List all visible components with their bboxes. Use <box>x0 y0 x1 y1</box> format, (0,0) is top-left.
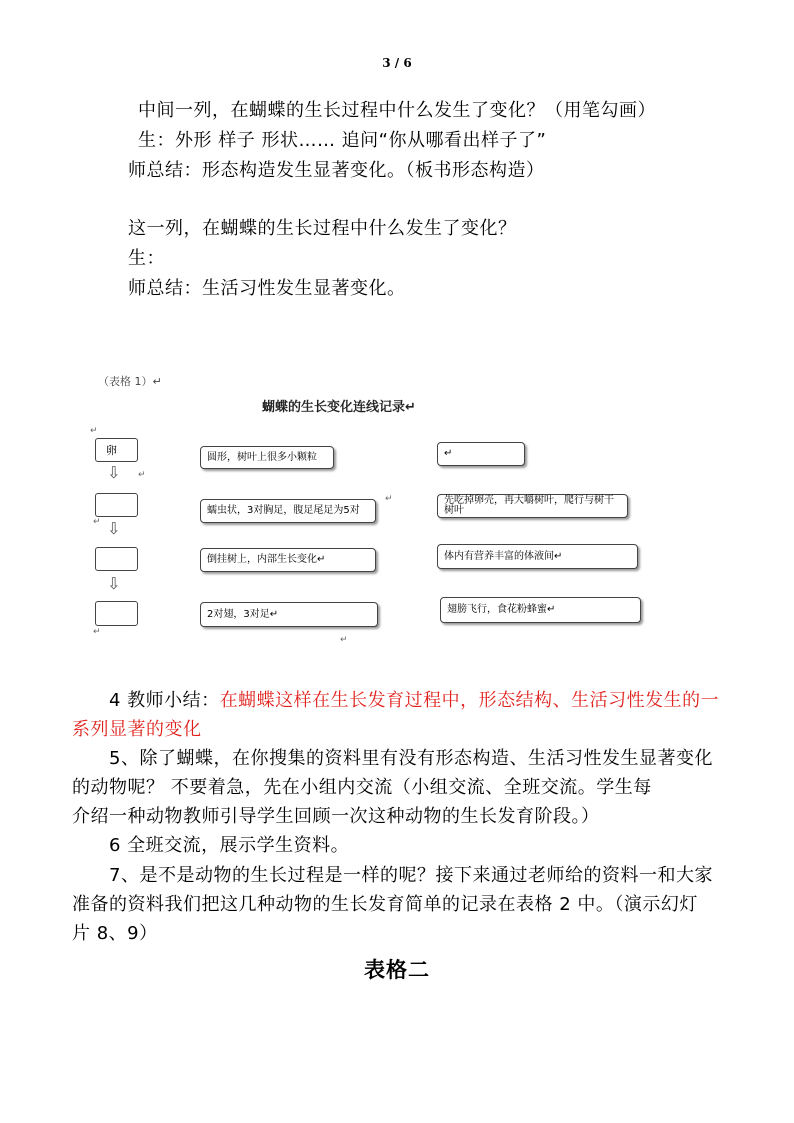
stage-box-2 <box>95 493 138 517</box>
habit-text: 先吃掉卵壳，再大嚼树叶，爬行与树干树叶 <box>444 495 614 516</box>
figure-label: （表格 1）↵ <box>98 375 162 388</box>
text-line: 师总结：生活习性发生显著变化。 <box>128 278 406 299</box>
trait-text: 圆形，树叶上很多小颗粒 <box>207 451 317 463</box>
trait-box-middle <box>200 499 376 523</box>
text-line: 6 全班交流，展示学生资料。 <box>109 835 350 856</box>
text-line: 介绍一种动物教师引导学生回顾一次这种动物的生长发育阶段。） <box>72 806 600 827</box>
text-line: 生：外形 样子 形状…… 追问“你从哪看出样子了” <box>138 130 547 151</box>
text-line: 片 8、9） <box>72 923 158 944</box>
summary-prefix: 4 教师小结： <box>109 690 220 711</box>
text-line: 中间一列，在蝴蝶的生长过程中什么发生了变化？（用笔勾画） <box>138 100 656 121</box>
down-arrow-icon: ⇩ <box>107 463 121 482</box>
stage-box-egg <box>95 438 138 462</box>
text-line: 准备的资料我们把这几种动物的生长发育简单的记录在表格 2 中。（演示幻灯 <box>72 894 698 915</box>
text-line: 生： <box>128 248 165 269</box>
text-line: 师总结：形态构造发生显著变化。（板书形态构造） <box>128 160 545 181</box>
summary-highlight-cont: 系列显著的变化 <box>72 719 202 740</box>
stage-box-4 <box>95 601 138 626</box>
habit-text: 翅膀飞行，食花粉蜂蜜↵ <box>447 604 556 615</box>
habit-box-right <box>437 544 638 569</box>
text-line: 5、除了蝴蝶，在你搜集的资料里有没有形态构造、生活习性发生显著变化 <box>109 748 713 769</box>
trait-text: 蠕虫状，3对胸足，腹足尾足为5对 <box>207 505 360 516</box>
trait-text: 倒挂树上，内部生长变化↵ <box>207 554 326 565</box>
summary-line <box>109 687 719 715</box>
habit-box-right <box>437 494 628 518</box>
down-arrow-icon: ⇩ <box>107 519 121 538</box>
figure-title: 蝴蝶的生长变化连线记录↵ <box>262 400 416 415</box>
habit-box-right <box>437 442 525 466</box>
trait-box-middle <box>200 446 334 469</box>
page-number: 3 / 6 <box>382 56 412 70</box>
down-arrow-icon: ⇩ <box>107 574 121 593</box>
return-mark: ↵ <box>93 517 101 527</box>
return-mark: ↵ <box>93 627 101 637</box>
habit-text: ↵ <box>444 448 453 459</box>
trait-text: 2对翅，3对足↵ <box>207 608 279 620</box>
text-line: 的动物呢？ 不要着急，先在小组内交流（小组交流、全班交流。学生每 <box>72 777 652 798</box>
return-mark: ↵ <box>340 635 348 645</box>
habit-text: 体内有营养丰富的体液间↵ <box>444 550 563 562</box>
summary-highlight: 在蝴蝶这样在生长发育过程中，形态结构、生活习性发生的一 <box>219 690 720 711</box>
habit-box-right <box>440 597 641 623</box>
trait-box-middle <box>200 602 378 627</box>
return-mark: ↵ <box>138 470 146 480</box>
stage-box-3 <box>95 547 138 571</box>
return-mark: ↵ <box>90 426 98 436</box>
text-line: 7、是不是动物的生长过程是一样的呢？接下来通过老师给的资料一和大家 <box>109 865 713 886</box>
trait-box-middle <box>200 548 376 572</box>
stage-label: 卵 <box>106 444 117 457</box>
return-mark: ↵ <box>385 494 393 504</box>
text-line: 这一列，在蝴蝶的生长过程中什么发生了变化？ <box>128 218 517 239</box>
section-heading: 表格二 <box>364 958 430 982</box>
